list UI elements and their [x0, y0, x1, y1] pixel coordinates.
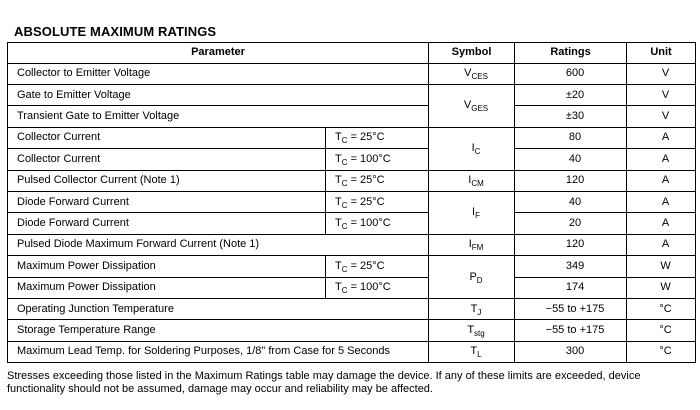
parameter-text: Operating Junction Temperature: [17, 302, 174, 315]
rating-cell: 20: [515, 213, 627, 234]
rating-cell: −55 to +175: [515, 320, 627, 341]
parameter-text: Maximum Power Dissipation: [17, 259, 156, 272]
unit-cell: A: [627, 213, 696, 234]
absolute-maximum-ratings-table: [7, 42, 696, 363]
header-ratings: Ratings: [515, 43, 627, 64]
section-title: ABSOLUTE MAXIMUM RATINGS: [14, 24, 217, 39]
condition-value: = 100°C: [347, 217, 391, 230]
parameter-cell: [8, 149, 326, 170]
table-row: [8, 149, 696, 170]
unit-cell: V: [627, 84, 696, 105]
rating-cell: 349: [515, 256, 627, 277]
rating-cell: ±30: [515, 106, 627, 127]
unit-cell: A: [627, 170, 696, 191]
symbol-subscript: GES: [471, 104, 489, 114]
condition-value: = 25°C: [347, 195, 385, 208]
parameter-text: Pulsed Collector Current (Note 1): [17, 174, 180, 187]
symbol-subscript: J: [477, 307, 482, 317]
parameter-cell: [8, 106, 429, 127]
condition-base: T: [335, 259, 342, 272]
symbol-cell: [429, 256, 515, 299]
symbol-cell: [429, 84, 515, 127]
table-row: [8, 63, 696, 84]
condition-subscript: C: [341, 157, 348, 167]
rating-cell: 300: [515, 341, 627, 362]
table-row: [8, 106, 696, 127]
table-row: [8, 84, 696, 105]
symbol-base: T: [470, 302, 478, 315]
parameter-text: Diode Forward Current: [17, 217, 129, 230]
parameter-cell: [8, 298, 429, 319]
table-row: [8, 298, 696, 319]
symbol-base: T: [470, 345, 478, 358]
table-row: [8, 170, 696, 191]
symbol-base: V: [463, 99, 472, 112]
condition-cell: [326, 191, 429, 212]
unit-cell: A: [627, 127, 696, 148]
unit-cell: A: [627, 149, 696, 170]
parameter-cell: [8, 256, 326, 277]
unit-cell: V: [627, 63, 696, 84]
condition-base: T: [335, 217, 342, 230]
condition-cell: [326, 127, 429, 148]
parameter-cell: [8, 127, 326, 148]
rating-cell: 80: [515, 127, 627, 148]
unit-cell: V: [627, 106, 696, 127]
parameter-text: Maximum Lead Temp. for Soldering Purposes, 1/8" from Case for 5 Seconds: [17, 345, 390, 358]
header-unit: Unit: [627, 43, 696, 64]
symbol-cell: [429, 170, 515, 191]
symbol-base: I: [472, 206, 476, 219]
parameter-text: Collector Current: [17, 131, 101, 144]
table-row: [8, 320, 696, 341]
condition-cell: [326, 277, 429, 298]
condition-base: T: [335, 152, 342, 165]
condition-cell: [326, 170, 429, 191]
rating-cell: ±20: [515, 84, 627, 105]
parameter-text: Diode Forward Current: [17, 195, 129, 208]
parameter-text: Pulsed Diode Maximum Forward Current (Note 1): [17, 238, 260, 251]
parameter-text: Collector Current: [17, 152, 101, 165]
unit-cell: °C: [627, 298, 696, 319]
symbol-base: I: [471, 142, 475, 155]
condition-subscript: C: [341, 264, 348, 274]
symbol-cell: [429, 298, 515, 319]
symbol-cell: [429, 191, 515, 234]
symbol-subscript: L: [477, 350, 482, 360]
condition-value: = 25°C: [347, 174, 385, 187]
condition-base: T: [335, 195, 342, 208]
condition-base: T: [335, 131, 342, 144]
symbol-subscript: stg: [474, 328, 485, 338]
symbol-cell: [429, 127, 515, 170]
symbol-subscript: C: [474, 147, 481, 157]
condition-subscript: C: [341, 222, 348, 232]
rating-cell: 40: [515, 149, 627, 170]
condition-base: T: [335, 281, 342, 294]
table-row: [8, 234, 696, 255]
symbol-subscript: CM: [471, 179, 484, 189]
symbol-cell: [429, 63, 515, 84]
symbol-subscript: CES: [471, 72, 488, 82]
symbol-subscript: F: [475, 211, 480, 221]
unit-cell: A: [627, 234, 696, 255]
condition-base: T: [335, 174, 342, 187]
symbol-base: I: [468, 174, 472, 187]
header-symbol: Symbol: [429, 43, 515, 64]
table-header-row: [8, 43, 696, 64]
condition-subscript: C: [341, 136, 348, 146]
condition-cell: [326, 213, 429, 234]
condition-subscript: C: [341, 179, 348, 189]
rating-cell: 40: [515, 191, 627, 212]
table-body: [8, 63, 696, 362]
symbol-base: P: [469, 270, 477, 283]
parameter-cell: [8, 277, 326, 298]
symbol-subscript: FM: [471, 243, 484, 253]
table-row: [8, 341, 696, 362]
unit-cell: °C: [627, 320, 696, 341]
unit-cell: W: [627, 256, 696, 277]
condition-value: = 25°C: [347, 259, 385, 272]
symbol-subscript: D: [476, 275, 483, 285]
symbol-base: V: [464, 67, 472, 80]
unit-cell: W: [627, 277, 696, 298]
table-row: [8, 277, 696, 298]
symbol-base: I: [468, 238, 472, 251]
condition-cell: [326, 149, 429, 170]
header-parameter: Parameter: [8, 43, 429, 64]
symbol-cell: [429, 234, 515, 255]
condition-cell: [326, 256, 429, 277]
rating-cell: −55 to +175: [515, 298, 627, 319]
condition-value: = 100°C: [347, 281, 391, 294]
parameter-text: Storage Temperature Range: [17, 323, 156, 336]
parameter-cell: [8, 320, 429, 341]
rating-cell: 600: [515, 63, 627, 84]
parameter-cell: [8, 191, 326, 212]
table-row: [8, 256, 696, 277]
parameter-cell: [8, 341, 429, 362]
table-row: [8, 213, 696, 234]
parameter-cell: [8, 84, 429, 105]
rating-cell: 120: [515, 234, 627, 255]
symbol-base: T: [467, 323, 475, 336]
condition-subscript: C: [341, 200, 348, 210]
condition-subscript: C: [341, 286, 348, 296]
table-row: [8, 127, 696, 148]
symbol-cell: [429, 341, 515, 362]
condition-value: = 25°C: [347, 131, 385, 144]
unit-cell: A: [627, 191, 696, 212]
unit-cell: °C: [627, 341, 696, 362]
parameter-cell: [8, 234, 429, 255]
condition-value: = 100°C: [347, 152, 391, 165]
parameter-cell: [8, 63, 429, 84]
parameter-text: Maximum Power Dissipation: [17, 281, 156, 294]
rating-cell: 174: [515, 277, 627, 298]
rating-cell: 120: [515, 170, 627, 191]
parameter-text: Collector to Emitter Voltage: [17, 67, 151, 80]
parameter-cell: [8, 170, 326, 191]
parameter-text: Transient Gate to Emitter Voltage: [17, 110, 180, 123]
footnote: Stresses exceeding those listed in the Maximum Ratings table may damage the device. If any of these limits are exceeded, device functionality should not be assumed, damage may occur and reliability may be affected.: [7, 370, 641, 395]
table-row: [8, 191, 696, 212]
parameter-cell: [8, 213, 326, 234]
parameter-text: Gate to Emitter Voltage: [17, 88, 131, 101]
symbol-cell: [429, 320, 515, 341]
